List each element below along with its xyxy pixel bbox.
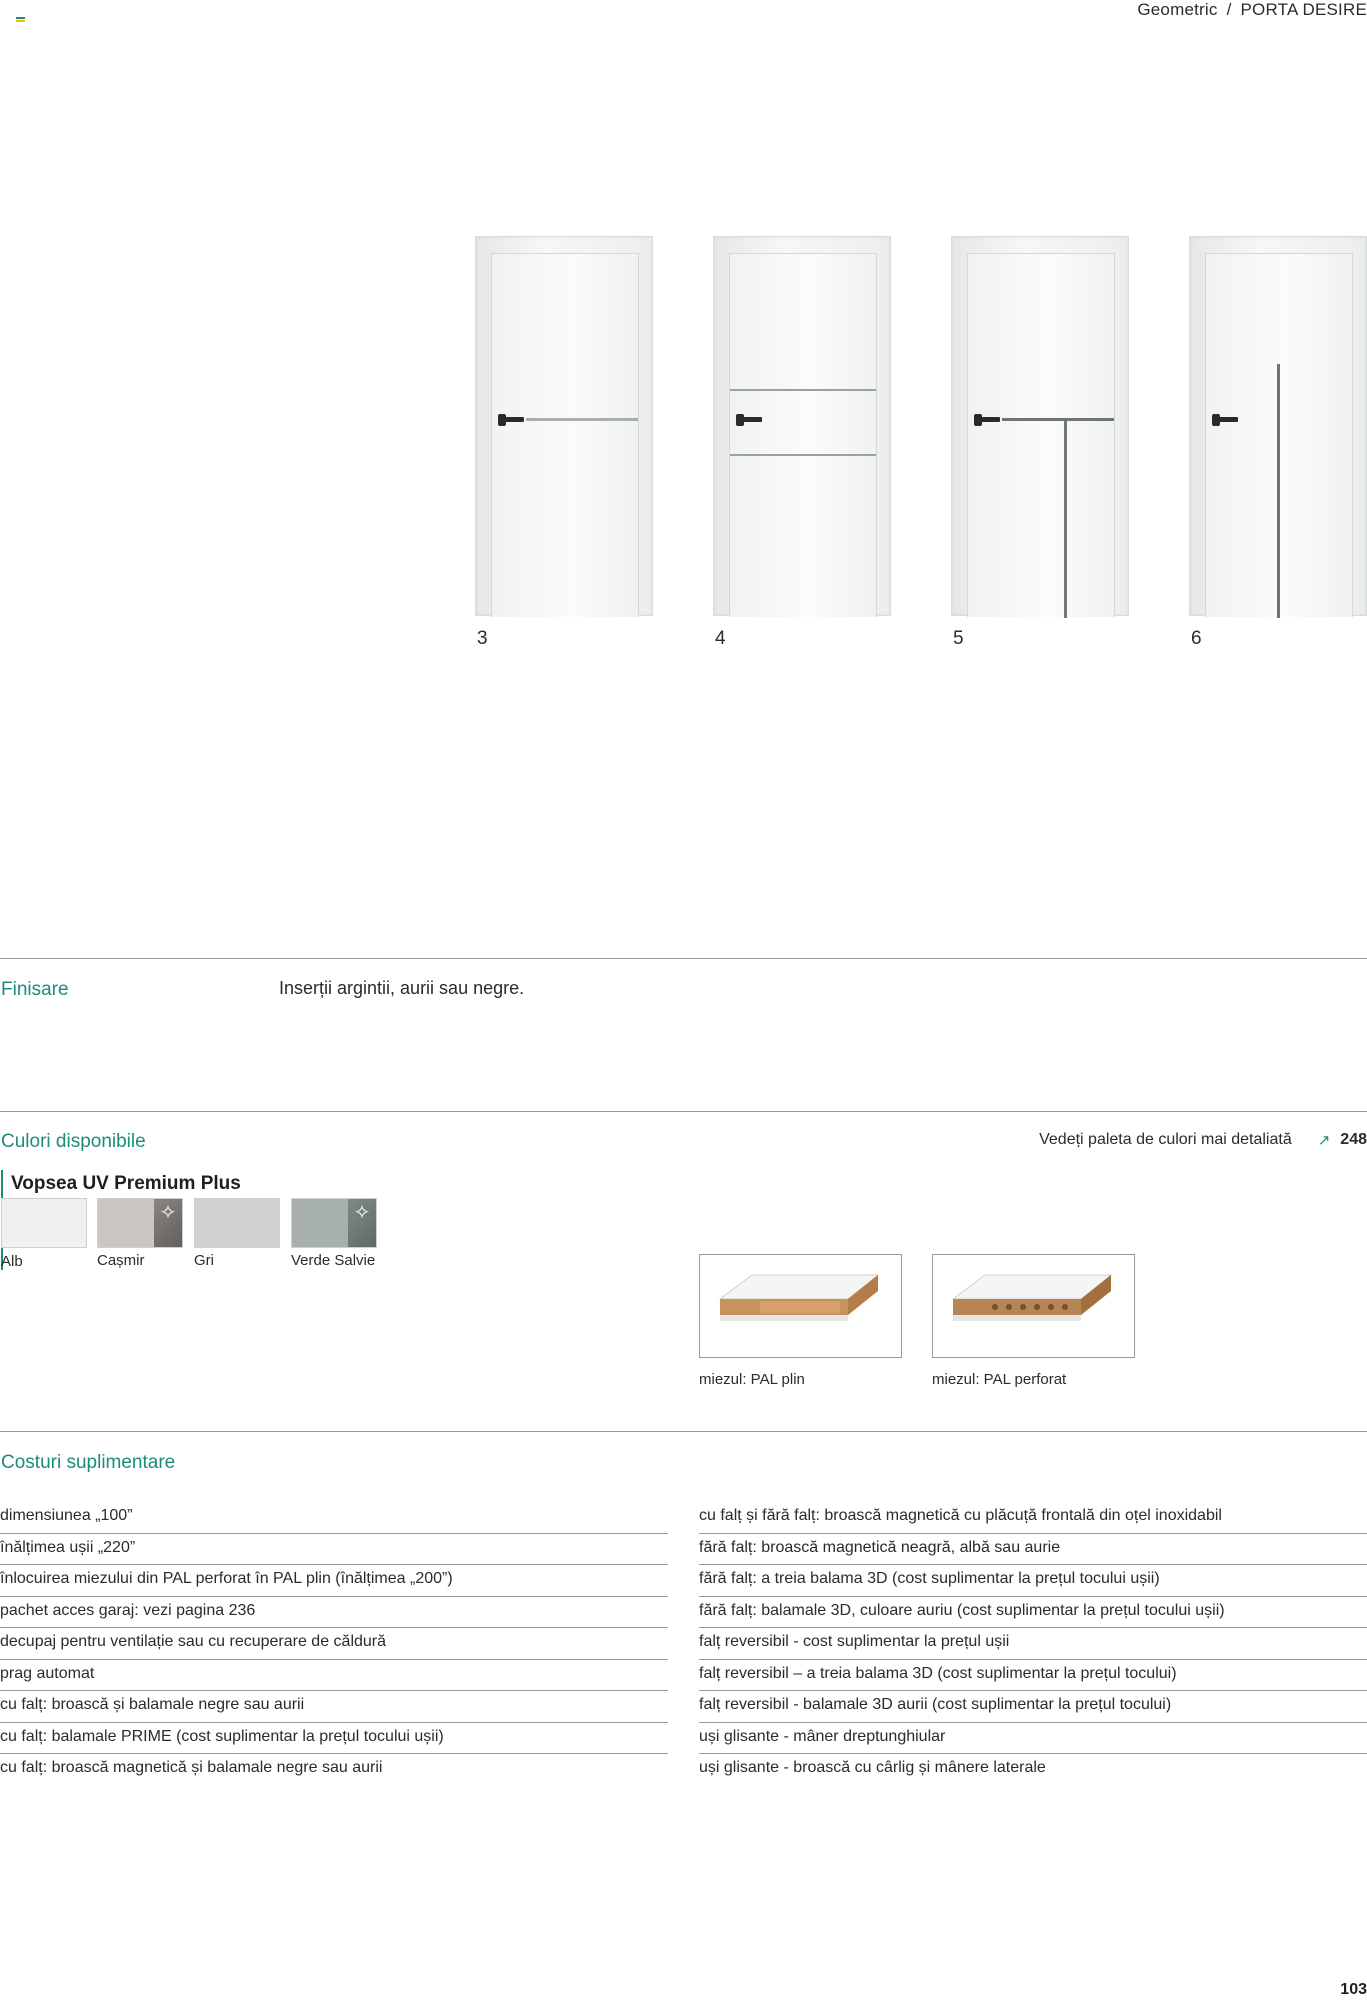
paint-title: Vopsea UV Premium Plus (11, 1173, 241, 1194)
premium-sparkle-icon: ✧ (159, 1202, 177, 1224)
brand-logo-icon (16, 17, 25, 24)
door-number: 4 (715, 628, 726, 649)
list-item: falț reversibil - balamale 3D aurii (cost suplimentar la prețul tocului) (699, 1691, 1367, 1723)
page-number: 103 (1340, 1981, 1367, 1998)
core-perforated-image (932, 1254, 1135, 1358)
extra-costs-right-list (699, 1502, 1367, 1786)
list-item: fără falț: a treia balama 3D (cost suplimentar la prețul tocului ușii) (699, 1565, 1367, 1597)
breadcrumb-product[interactable]: PORTA DESIRE (1240, 0, 1367, 19)
list-item: cu falț și fără falț: broască magnetică cu plăcuță frontală din oțel inoxidabil (699, 1502, 1367, 1534)
list-item: uși glisante - mâner dreptunghiular (699, 1723, 1367, 1755)
finishing-text: Inserții argintii, aurii sau negre. (279, 978, 525, 998)
list-item: cu falț: balamale PRIME (cost suplimentar la prețul tocului ușii) (0, 1723, 668, 1755)
swatch-verde-salvie[interactable] (291, 1198, 377, 1248)
list-item: dimensiunea „100” (0, 1502, 668, 1534)
swatch-label: Verde Salvie (291, 1252, 376, 1269)
section-divider (0, 958, 1367, 959)
door-image (475, 236, 653, 616)
arrow-up-right-icon: ↗ (1317, 1132, 1331, 1149)
list-item: înlocuirea miezului din PAL perforat în PAL plin (înălțimea „200”) (0, 1565, 668, 1597)
extra-costs-left-list (0, 1502, 668, 1786)
core-solid-image (699, 1254, 902, 1358)
list-item: cu falț: broască magnetică și balamale negre sau aurii (0, 1759, 383, 1776)
list-item: fără falț: broască magnetică neagră, albă sau aurie (699, 1534, 1367, 1566)
finishing-title: Finisare (1, 979, 69, 1000)
list-item: uși glisante - broască cu cârlig și mânere laterale (699, 1759, 1046, 1776)
breadcrumb-separator: / (1226, 0, 1232, 19)
list-item: falț reversibil – a treia balama 3D (cost suplimentar la prețul tocului) (699, 1660, 1367, 1692)
list-item: falț reversibil - cost suplimentar la prețul ușii (699, 1628, 1367, 1660)
door-number: 5 (953, 628, 964, 649)
swatch-alb[interactable] (1, 1198, 87, 1248)
breadcrumb-category[interactable]: Geometric (1137, 0, 1218, 19)
premium-sparkle-icon: ✧ (353, 1202, 371, 1224)
list-item: cu falț: broască și balamale negre sau aurii (0, 1691, 668, 1723)
door-number: 6 (1191, 628, 1202, 649)
section-divider (0, 1431, 1367, 1432)
list-item: decupaj pentru ventilație sau cu recuperare de căldură (0, 1628, 668, 1660)
colors-title: Culori disponibile (1, 1131, 146, 1152)
door-image (1189, 236, 1367, 616)
breadcrumb (1137, 0, 1367, 20)
palette-link-text[interactable]: Vedeți paleta de culori mai detaliată (1039, 1131, 1292, 1148)
door-number: 3 (477, 628, 488, 649)
core-label: miezul: PAL plin (699, 1371, 805, 1388)
list-item: înălțimea ușii „220” (0, 1534, 668, 1566)
swatch-gri[interactable] (194, 1198, 280, 1248)
list-item: fără falț: balamale 3D, culoare auriu (cost suplimentar la prețul tocului ușii) (699, 1597, 1367, 1629)
list-item: prag automat (0, 1660, 668, 1692)
swatch-label: Cașmir (97, 1252, 145, 1269)
extra-costs-title: Costuri suplimentare (1, 1452, 176, 1473)
palette-link[interactable] (1039, 1131, 1367, 1149)
section-divider (0, 1111, 1367, 1112)
door-image (951, 236, 1129, 616)
swatch-label: Gri (194, 1252, 214, 1269)
swatch-label: Alb (1, 1253, 23, 1270)
palette-page-number[interactable]: 248 (1340, 1131, 1367, 1148)
list-item: pachet acces garaj: vezi pagina 236 (0, 1597, 668, 1629)
door-image (713, 236, 891, 616)
core-label: miezul: PAL perforat (932, 1371, 1067, 1388)
swatch-casmir[interactable] (97, 1198, 183, 1248)
